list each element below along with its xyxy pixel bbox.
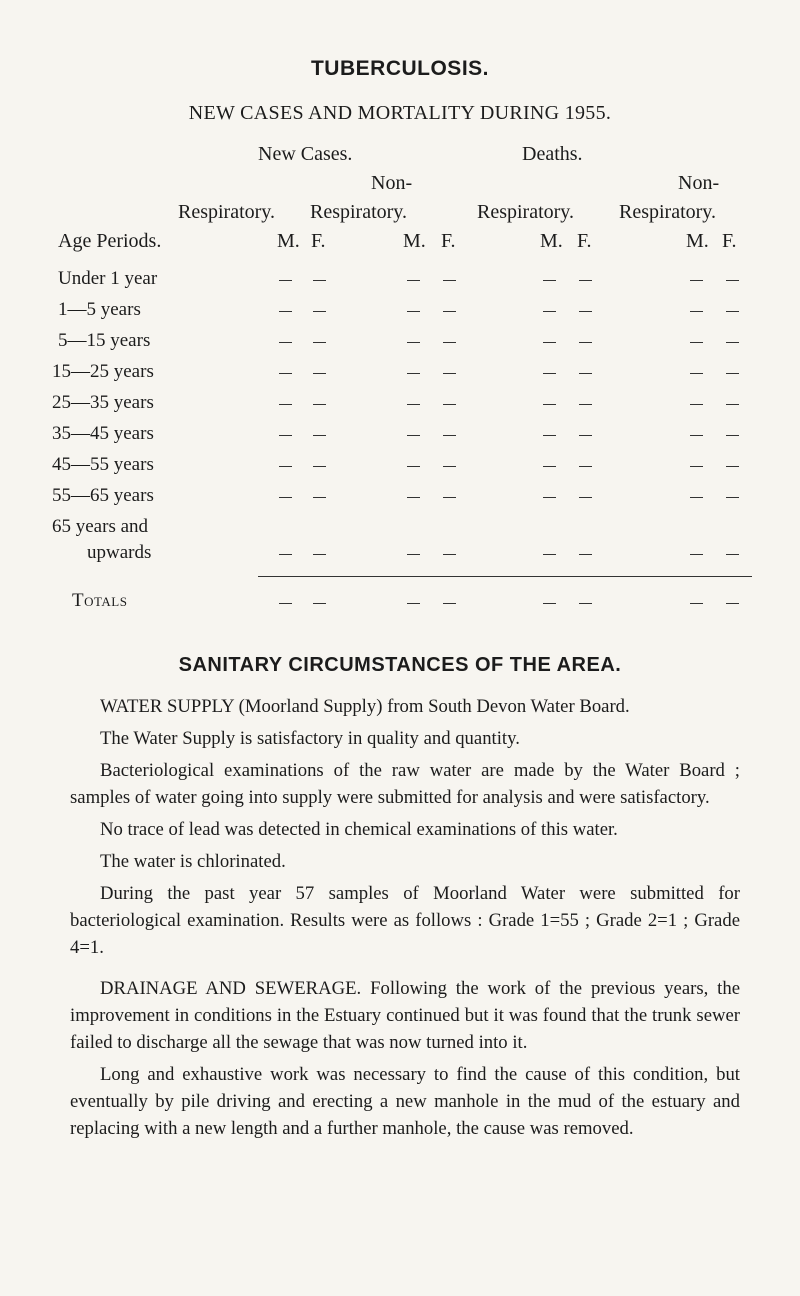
- nil-dash: [579, 466, 592, 467]
- paragraph: Long and exhaustive work was necessary to find the cause of this condition, but eventually by pile driving and erecting a new manhole in the mud of the estuary and replacing with a new length and a further manhole, the cause was removed.: [70, 1064, 740, 1139]
- nil-dash: [313, 280, 326, 281]
- sex-header: M.: [277, 230, 300, 252]
- nil-dash: [279, 497, 292, 498]
- nil-dash: [313, 342, 326, 343]
- nil-dash: [443, 404, 456, 405]
- nil-dash: [443, 466, 456, 467]
- nil-dash: [443, 497, 456, 498]
- nil-dash: [726, 554, 739, 555]
- nil-dash: [726, 603, 739, 604]
- nil-dash: [579, 404, 592, 405]
- nil-dash: [313, 435, 326, 436]
- nil-dash: [407, 342, 420, 343]
- nil-dash: [726, 280, 739, 281]
- age-period-label: 55—65 years: [52, 485, 154, 506]
- paragraph: During the past year 57 samples of Moorland Water were submitted for bacteriological examination. Results were as follows : Grade 1=55 ; Grade 2=1 ; Grade 4=1.: [70, 883, 740, 958]
- nil-dash: [313, 373, 326, 374]
- age-period-label: 35—45 years: [52, 423, 154, 444]
- paragraph: No trace of lead was detected in chemical examinations of this water.: [100, 819, 618, 840]
- nil-dash: [443, 554, 456, 555]
- nil-dash: [690, 466, 703, 467]
- nil-dash: [279, 311, 292, 312]
- nil-dash: [543, 404, 556, 405]
- age-period-label: 25—35 years: [52, 392, 154, 413]
- nil-dash: [690, 342, 703, 343]
- page-title: TUBERCULOSIS.: [310, 57, 489, 80]
- nil-dash: [279, 404, 292, 405]
- nil-dash: [726, 466, 739, 467]
- nil-dash: [543, 603, 556, 604]
- age-period-label: 15—25 years: [52, 361, 154, 382]
- nil-dash: [407, 280, 420, 281]
- totals-rule: [258, 576, 752, 577]
- nil-dash: [690, 404, 703, 405]
- nil-dash: [543, 435, 556, 436]
- respiratory-header-4: Respiratory.: [619, 201, 717, 223]
- paragraph: WATER SUPPLY (Moorland Supply) from South Devon Water Board.: [100, 696, 630, 717]
- nil-dash: [443, 373, 456, 374]
- sex-header: F.: [722, 230, 737, 252]
- nil-dash: [407, 373, 420, 374]
- nil-dash: [579, 554, 592, 555]
- sex-header: F.: [311, 230, 326, 252]
- section-body: [70, 693, 740, 1142]
- table-subtitle: NEW CASES AND MORTALITY DURING 1955.: [188, 102, 612, 124]
- nil-dash: [443, 342, 456, 343]
- sex-header: F.: [577, 230, 592, 252]
- nil-dash: [279, 435, 292, 436]
- totals-label: Totals: [72, 590, 128, 611]
- paragraph: DRAINAGE AND SEWERAGE. Following the work of the previous years, the improvement in conditions in the Estuary continued but it was found that the trunk sewer failed to discharge all the sewage that was now turned into it.: [70, 978, 740, 1053]
- nil-dash: [543, 311, 556, 312]
- nil-dash: [579, 435, 592, 436]
- nil-dash: [443, 311, 456, 312]
- paragraph: The water is chlorinated.: [100, 851, 286, 872]
- nil-dash: [726, 311, 739, 312]
- nil-dash: [279, 373, 292, 374]
- nil-dash: [579, 497, 592, 498]
- age-period-label: 45—55 years: [52, 454, 154, 475]
- non-label-deaths: Non-: [678, 172, 720, 194]
- sex-header: F.: [441, 230, 456, 252]
- nil-dash: [407, 466, 420, 467]
- paragraph: The Water Supply is satisfactory in quality and quantity.: [100, 728, 520, 749]
- section-heading: SANITARY CIRCUMSTANCES OF THE AREA.: [178, 654, 622, 676]
- nil-dash: [443, 280, 456, 281]
- age-period-label: 1—5 years: [58, 299, 141, 320]
- sex-header: M.: [540, 230, 563, 252]
- respiratory-header-3: Respiratory.: [477, 201, 575, 223]
- nil-dash: [690, 497, 703, 498]
- age-period-label-continued: upwards: [87, 542, 152, 563]
- nil-dash: [407, 404, 420, 405]
- nil-dash: [407, 497, 420, 498]
- nil-dash: [313, 603, 326, 604]
- new-cases-header: New Cases.: [258, 143, 353, 165]
- nil-dash: [313, 497, 326, 498]
- nil-dash: [579, 280, 592, 281]
- nil-dash: [690, 280, 703, 281]
- nil-dash: [279, 280, 292, 281]
- nil-dash: [443, 603, 456, 604]
- nil-dash: [690, 435, 703, 436]
- nil-dash: [726, 497, 739, 498]
- nil-dash: [543, 342, 556, 343]
- age-period-label: 5—15 years: [58, 330, 151, 351]
- nil-dash: [543, 280, 556, 281]
- respiratory-header-2: Respiratory.: [310, 201, 408, 223]
- nil-dash: [313, 466, 326, 467]
- nil-dash: [543, 554, 556, 555]
- sex-header: M.: [403, 230, 426, 252]
- nil-dash: [313, 311, 326, 312]
- nil-dash: [279, 554, 292, 555]
- nil-dash: [690, 311, 703, 312]
- sex-header: M.: [686, 230, 709, 252]
- nil-dash: [543, 497, 556, 498]
- nil-dash: [690, 603, 703, 604]
- nil-dash: [279, 466, 292, 467]
- nil-dash: [313, 554, 326, 555]
- nil-dash: [726, 342, 739, 343]
- nil-dash: [443, 435, 456, 436]
- nil-dash: [726, 435, 739, 436]
- nil-dash: [407, 603, 420, 604]
- nil-dash: [579, 603, 592, 604]
- nil-dash: [543, 373, 556, 374]
- nil-dash: [579, 311, 592, 312]
- nil-dash: [726, 373, 739, 374]
- respiratory-header-1: Respiratory.: [178, 201, 276, 223]
- nil-dash: [279, 342, 292, 343]
- age-period-label: Under 1 year: [58, 268, 158, 289]
- nil-dash: [690, 373, 703, 374]
- age-periods-header: Age Periods.: [58, 230, 162, 252]
- nil-dash: [579, 373, 592, 374]
- nil-dash: [579, 342, 592, 343]
- deaths-header: Deaths.: [522, 143, 583, 165]
- nil-dash: [407, 311, 420, 312]
- nil-dash: [690, 554, 703, 555]
- nil-dash: [407, 435, 420, 436]
- non-label-new: Non-: [371, 172, 413, 194]
- nil-dash: [726, 404, 739, 405]
- nil-dash: [407, 554, 420, 555]
- nil-dash: [279, 603, 292, 604]
- paragraph: Bacteriological examinations of the raw water are made by the Water Board ; samples of water going into supply were submitted for analysis and were satisfactory.: [70, 760, 740, 808]
- nil-dash: [543, 466, 556, 467]
- age-period-label: 65 years and: [52, 516, 149, 537]
- nil-dash: [313, 404, 326, 405]
